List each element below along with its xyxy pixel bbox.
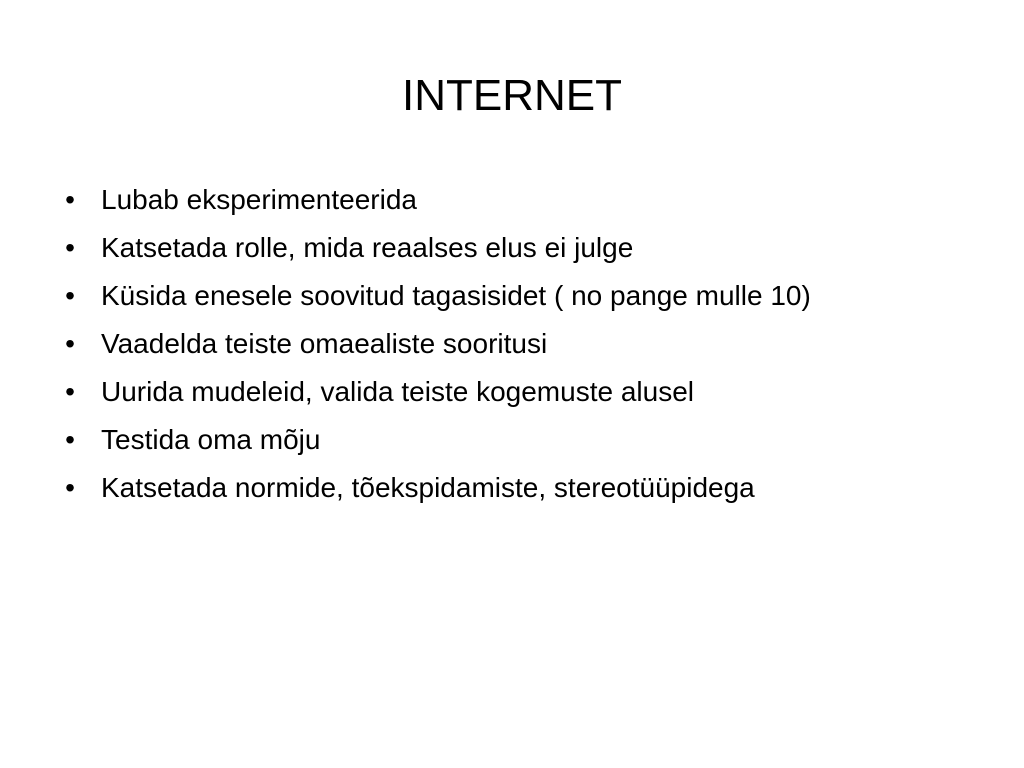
bullet-icon: • <box>65 376 75 407</box>
bullet-icon: • <box>65 328 75 359</box>
bullet-item <box>60 182 940 218</box>
bullet-icon: • <box>65 424 75 455</box>
bullet-text: Katsetada rolle, mida reaalses elus ei julge <box>101 232 634 263</box>
bullet-item <box>60 230 940 266</box>
bullet-icon: • <box>65 184 75 215</box>
bullet-text: Vaadelda teiste omaealiste sooritusi <box>101 328 548 359</box>
bullet-icon: • <box>65 280 75 311</box>
bullet-item <box>60 278 940 314</box>
bullet-icon: • <box>65 232 75 263</box>
slide-title: INTERNET <box>402 71 622 120</box>
bullet-text: Uurida mudeleid, valida teiste kogemuste alusel <box>101 376 694 407</box>
bullet-text: Küsida enesele soovitud tagasisidet ( no pange mulle 10) <box>101 280 811 311</box>
bullet-item <box>60 470 940 506</box>
bullet-text: Testida oma mõju <box>101 424 321 455</box>
bullet-item <box>60 326 940 362</box>
bullet-icon: • <box>65 472 75 503</box>
bullet-text: Katsetada normide, tõekspidamiste, stereotüüpidega <box>101 472 755 503</box>
bullet-text: Lubab eksperimenteerida <box>101 184 417 215</box>
bullet-item <box>60 422 940 458</box>
bullet-list <box>60 182 940 518</box>
bullet-item <box>60 374 940 410</box>
